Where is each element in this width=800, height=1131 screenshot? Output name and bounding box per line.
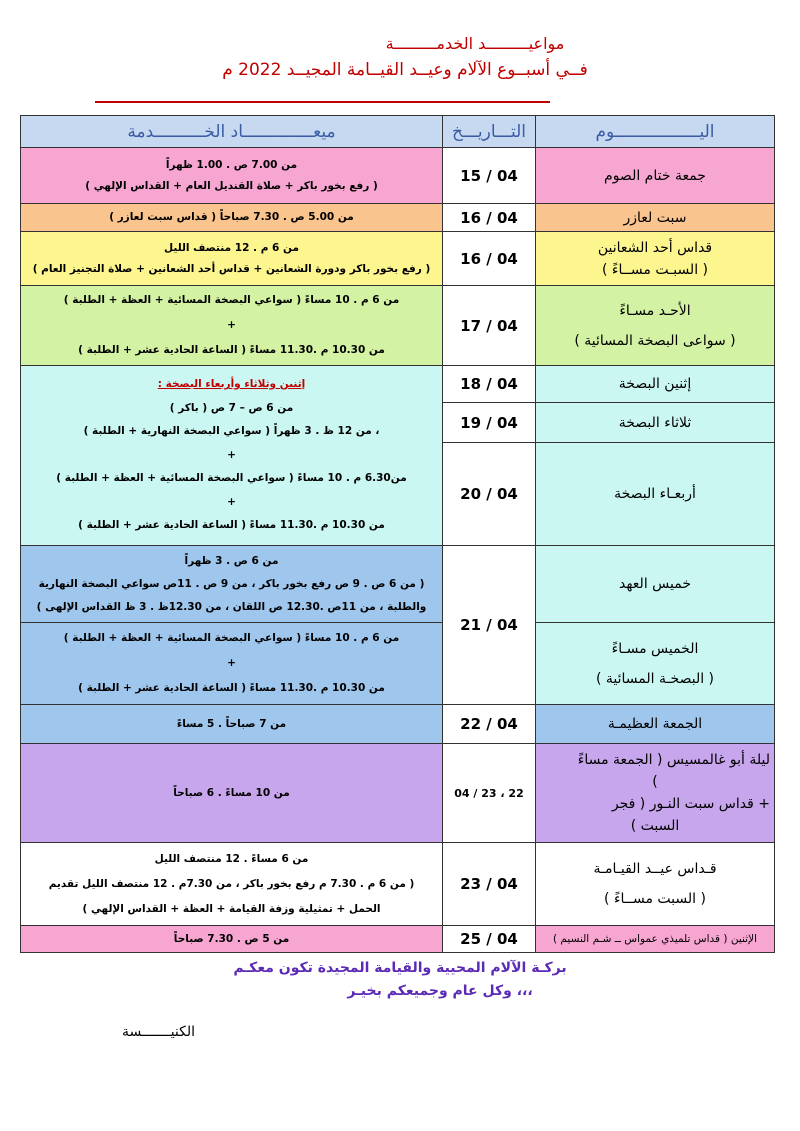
service-line: +: [227, 657, 236, 669]
service-line: +: [227, 495, 236, 508]
column-header-day: اليـــــــــــــــــوم: [536, 116, 775, 148]
table-row: [21, 546, 775, 623]
service-cell: من 5.00 ص . 7.30 صباحاً ( قداس سبت لعازر ): [21, 204, 443, 232]
day-cell: سبت لعازر: [536, 204, 775, 232]
day-cell: جمعة ختام الصوم: [536, 148, 775, 204]
service-line: الحمل + تمثيلية وزفة القيامة + العظة + القداس الإلهي ): [82, 902, 381, 915]
signature: الكنيـــــــسة: [122, 1024, 196, 1040]
date-cell: 04 / 23: [443, 843, 536, 926]
date-cell: 04 / 21: [443, 546, 536, 705]
date-cell: 04 / 19: [443, 403, 536, 443]
day-cell: الجمعة العظيمـة: [536, 705, 775, 744]
table-row: [21, 148, 775, 204]
service-cell: [21, 546, 443, 623]
service-line: والطلبة ، من 11ص .12.30 ص اللقان ، من 12.30ظ . 3 ظ القداس الإلهى ): [36, 600, 427, 613]
day-line: ( سواعى البصخة المسائية ): [574, 332, 736, 349]
service-line: من 6 م . 10 مساءً ( سواعي البصخة المسائية + العظة + الطلبة ): [63, 294, 400, 306]
service-cell: من 5 ص . 7.30 صباحاً: [21, 926, 443, 953]
day-line: قـداس عيــد القيـامـة: [593, 861, 717, 877]
table-row: [21, 623, 775, 705]
service-line: ( رفع بخور باكر + صلاة القنديل العام + القداس الإلهي ): [85, 179, 378, 192]
page-subtitle: فــي أسبــوع الآلام وعيــد القيــامة المجيــد 2022 م: [222, 60, 588, 80]
date-cell: 04 / 15: [443, 148, 536, 204]
date-cell: 04 / 16: [443, 204, 536, 232]
table-row: [21, 232, 775, 286]
service-line: من 7.00 ص . 1.00 ظهراً: [165, 158, 298, 171]
service-line: +: [227, 319, 236, 331]
table-row: [21, 366, 775, 403]
service-line: من 6 مساءً . 12 منتصف الليل: [154, 852, 309, 865]
footer-greeting: وكل عام وجميعكم بخيـر ،،،: [347, 983, 533, 999]
table-header-row: [21, 116, 775, 148]
table-row: [21, 286, 775, 366]
service-heading: إثنين وثلاثاء وأربعاء البصخة :: [157, 378, 306, 391]
day-line: الأحـد مسـاءً: [619, 302, 691, 319]
service-cell: [21, 366, 443, 546]
day-line: السبت ): [630, 818, 680, 834]
date-cell: 04 / 25: [443, 926, 536, 953]
service-cell: [21, 148, 443, 204]
service-line: من6.30 م . 10 مساءً ( سواعي البصخة المسائية + العظة + الطلبة ): [56, 472, 407, 485]
column-header-date: التـــاريـــخ: [443, 116, 536, 148]
page-title: مواعيـــــــــد الخدمـــــــــة: [385, 34, 565, 53]
service-cell: من 10 مساءً . 6 صباحاً: [21, 744, 443, 843]
service-line: +: [227, 448, 236, 461]
service-line: من 6 ص . 3 ظهراً: [184, 554, 279, 567]
date-cell: 04 / 22: [443, 705, 536, 744]
column-header-service: ميعــــــــــــــاد الخــــــــــدمة: [21, 116, 443, 148]
service-line: ( رفع بخور باكر ودورة الشعانين + قداس أحد الشعانين + صلاة التجنيز العام ): [32, 262, 431, 275]
day-line: ( السبت مســاءً ): [604, 891, 706, 907]
day-line: ): [652, 774, 658, 790]
day-line: ليلة أبو غالمسيس ( الجمعة مساءً: [577, 752, 770, 768]
day-line: الخميس مسـاءً: [611, 640, 699, 657]
day-cell: إثنين البصخة: [536, 366, 775, 403]
service-line: ( من 6 م . 7.30 م رفع بخور باكر ، من 7.30م . 12 منتصف الليل تقديم: [48, 877, 415, 890]
day-cell: ثلاثاء البصخة: [536, 403, 775, 443]
table-row: [21, 204, 775, 232]
day-cell: [536, 843, 775, 926]
service-line: ، من 12 ظ . 3 ظهراً ( سواعي البصخة النهارية + الطلبة ): [83, 425, 380, 438]
service-line: من 10.30 م .11.30 مساءً ( الساعة الحادية عشر + الطلبة ): [78, 682, 385, 694]
service-line: ( من 6 ص . 9 ص رفع بخور باكر ، من 9 ص . 11ص سواعي البصخة النهارية: [38, 577, 425, 590]
service-cell: من 7 صباحاً . 5 مساءً: [21, 705, 443, 744]
date-cell: 04 / 16: [443, 232, 536, 286]
day-cell: الإثنين ( قداس تلميذي عمواس ــ شـم النسيم ): [536, 926, 775, 953]
table-row: [21, 843, 775, 926]
service-line: من 10.30 م .11.30 مساءً ( الساعة الحادية عشر + الطلبة ): [78, 519, 385, 532]
service-cell: [21, 843, 443, 926]
service-line: من 6 م . 10 مساءً ( سواعي البصخة المسائية + العظة + الطلبة ): [63, 632, 400, 644]
service-line: من 6 ص – 7 ص ( باكر ): [169, 401, 294, 414]
day-cell: [536, 623, 775, 705]
table-row: [21, 926, 775, 953]
service-cell: [21, 232, 443, 286]
service-line: من 10.30 م .11.30 مساءً ( الساعة الحادية عشر + الطلبة ): [78, 344, 385, 356]
title-underline: [95, 101, 550, 103]
table-row: [21, 705, 775, 744]
day-line: قداس أحد الشعانين: [597, 239, 713, 256]
day-cell: [536, 744, 775, 843]
date-cell: 04 / 17: [443, 286, 536, 366]
day-cell: [536, 232, 775, 286]
service-cell: [21, 623, 443, 705]
date-cell: 22 ، 23 / 04: [443, 744, 536, 843]
day-cell: خميس العهد: [536, 546, 775, 623]
service-cell: [21, 286, 443, 366]
date-cell: 04 / 18: [443, 366, 536, 403]
date-cell: 04 / 20: [443, 443, 536, 546]
day-cell: [536, 286, 775, 366]
day-line: ( البصخـة المسائية ): [595, 670, 715, 687]
day-line: + قداس سبت النـور ( فجر: [611, 796, 770, 812]
day-cell: أربعـاء البصخة: [536, 443, 775, 546]
table-row: [21, 744, 775, 843]
footer-blessing: بركـة الآلام المحيية والقيامة المجيدة تكون معكـم: [233, 960, 567, 976]
schedule-table: [20, 115, 775, 953]
service-line: من 6 م . 12 منتصف الليل: [164, 241, 299, 254]
day-line: ( السبـت مســاءً ): [601, 261, 709, 278]
